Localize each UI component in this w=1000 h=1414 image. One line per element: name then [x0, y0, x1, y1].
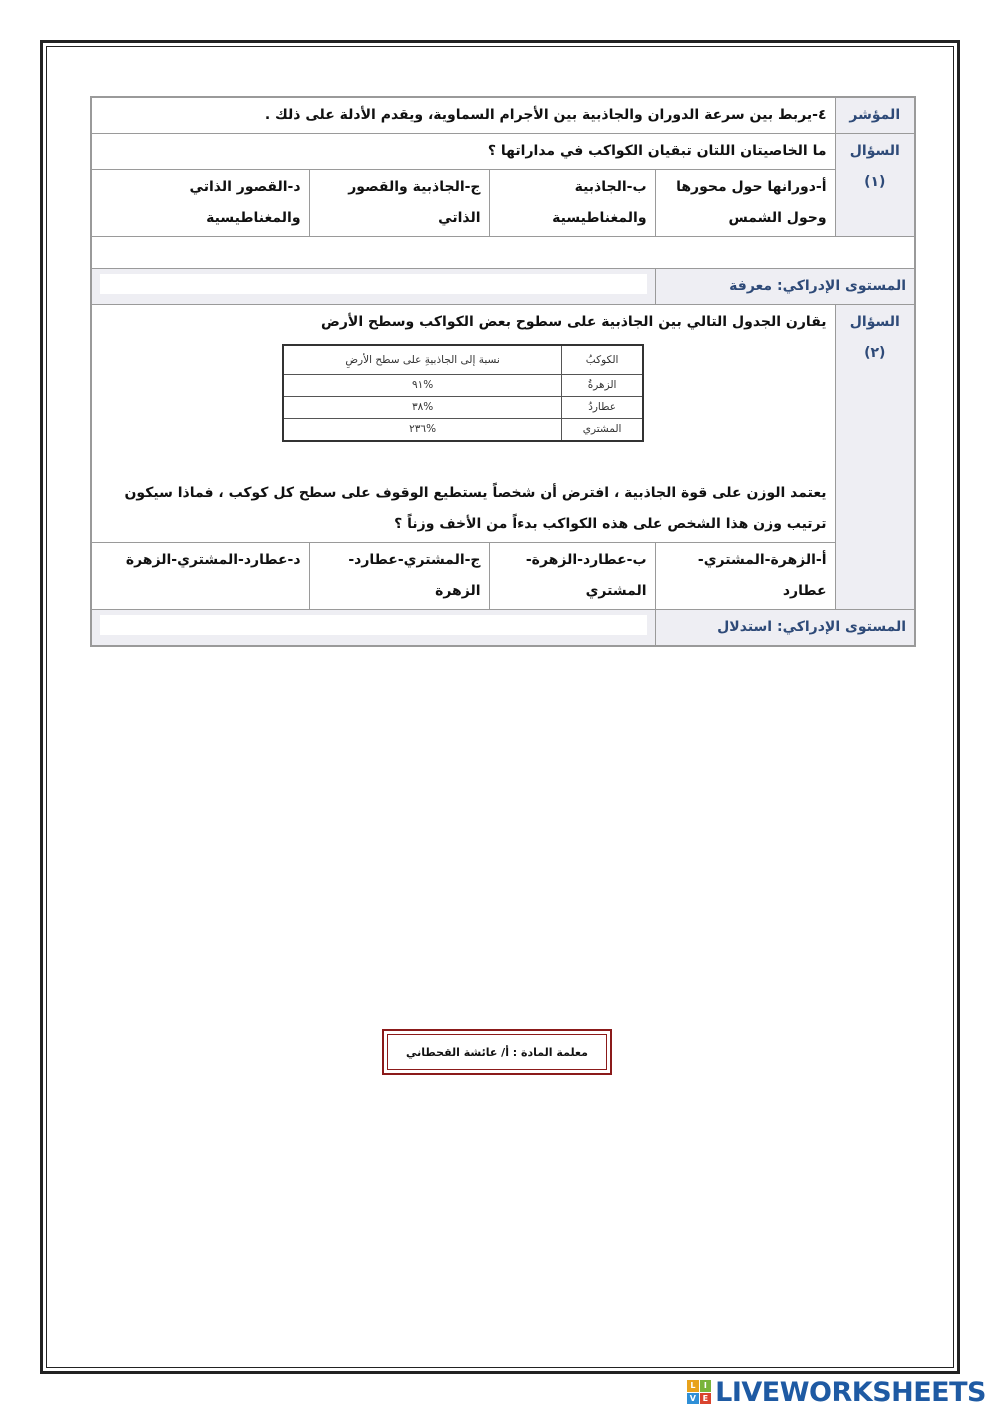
question1-option-d[interactable]: د-القصور الذاتي والمغناطيسية: [91, 170, 309, 237]
planet-gravity-table: [282, 344, 644, 442]
gap-row: [91, 237, 915, 269]
question2-option-a[interactable]: أ-الزهرة-المشتري-عطارد: [655, 543, 835, 610]
question2-label: السؤال: [849, 314, 900, 330]
question1-label-cell: [835, 134, 915, 237]
table-row: [283, 375, 643, 397]
question1-option-c[interactable]: ج-الجاذبية والقصور الذاتي: [309, 170, 489, 237]
question2-options-row: [91, 543, 915, 610]
planet-gravity-ratio: %٢٣٦: [283, 419, 561, 442]
question1-option-a[interactable]: أ-دورانها حول محورها وحول الشمس: [655, 170, 835, 237]
table-row: [283, 397, 643, 419]
question1-level: المستوى الإدراكي: معرفة: [655, 269, 915, 305]
question2-option-b[interactable]: ب-عطارد-الزهرة-المشتري: [489, 543, 655, 610]
table-row: [283, 419, 643, 442]
liveworksheets-logo-icon: L I V E: [687, 1380, 711, 1404]
question1-level-row: [91, 269, 915, 305]
indicator-row: [91, 97, 915, 134]
question2-label-cell: [835, 305, 915, 610]
question2-level-row: [91, 610, 915, 647]
indicator-label: المؤشر: [835, 97, 915, 134]
question2-level: المستوى الإدراكي: استدلال: [655, 610, 915, 647]
question1-text: ما الخاصيتان اللتان تبقيان الكواكب في مداراتها ؟: [91, 134, 835, 170]
worksheet-table: [90, 96, 916, 647]
question2-option-c[interactable]: ج-المشتري-عطارد-الزهرة: [309, 543, 489, 610]
question1-options-row: [91, 170, 915, 237]
question2-text: يعتمد الوزن على قوة الجاذبية ، افترض أن شخصاً يستطيع الوقوف على سطح كل كوكب ، فماذا سيكون ترتيب وزن هذا الشخص على هذه الكواكب بدءاً من الأخف وزناً ؟: [124, 485, 827, 532]
indicator-text: ٤-يربط بين سرعة الدوران والجاذبية بين الأجرام السماوية، ويقدم الأدلة على ذلك .: [91, 97, 835, 134]
question1-level-blank: [91, 269, 655, 305]
liveworksheets-brand: LIVEWORKSHEETS: [715, 1376, 986, 1408]
question2-number: (٢): [864, 345, 886, 361]
planet-name: عطاردُ: [561, 397, 643, 419]
question2-level-blank: [91, 610, 655, 647]
question2-option-d[interactable]: د-عطارد-المشتري-الزهرة: [91, 543, 309, 610]
question1-label: السؤال: [849, 143, 900, 159]
question1-number: (١): [864, 174, 886, 190]
planet-gravity-ratio: %٩١: [283, 375, 561, 397]
planet-gravity-ratio: %٣٨: [283, 397, 561, 419]
question2-body: [91, 305, 835, 543]
teacher-box: [382, 1029, 612, 1075]
question1-option-b[interactable]: ب-الجاذبية والمغناطيسية: [489, 170, 655, 237]
question2-row: [91, 305, 915, 543]
planet-table-header-planet: الكوكبُ: [561, 345, 643, 375]
planet-table-header-ratio: نسبة إلى الجاذبيةِ على سطح الأرضِ: [283, 345, 561, 375]
question2-intro: يقارن الجدول التالي بين الجاذبية على سطوح بعض الكواكب وسطح الأرض: [321, 314, 827, 330]
question1-row: [91, 134, 915, 170]
planet-name: الزهرةُ: [561, 375, 643, 397]
liveworksheets-footer: [687, 1374, 986, 1410]
teacher-name: معلمة المادة : أ/ عائشة القحطاني: [387, 1034, 607, 1070]
planet-name: المشتري: [561, 419, 643, 442]
